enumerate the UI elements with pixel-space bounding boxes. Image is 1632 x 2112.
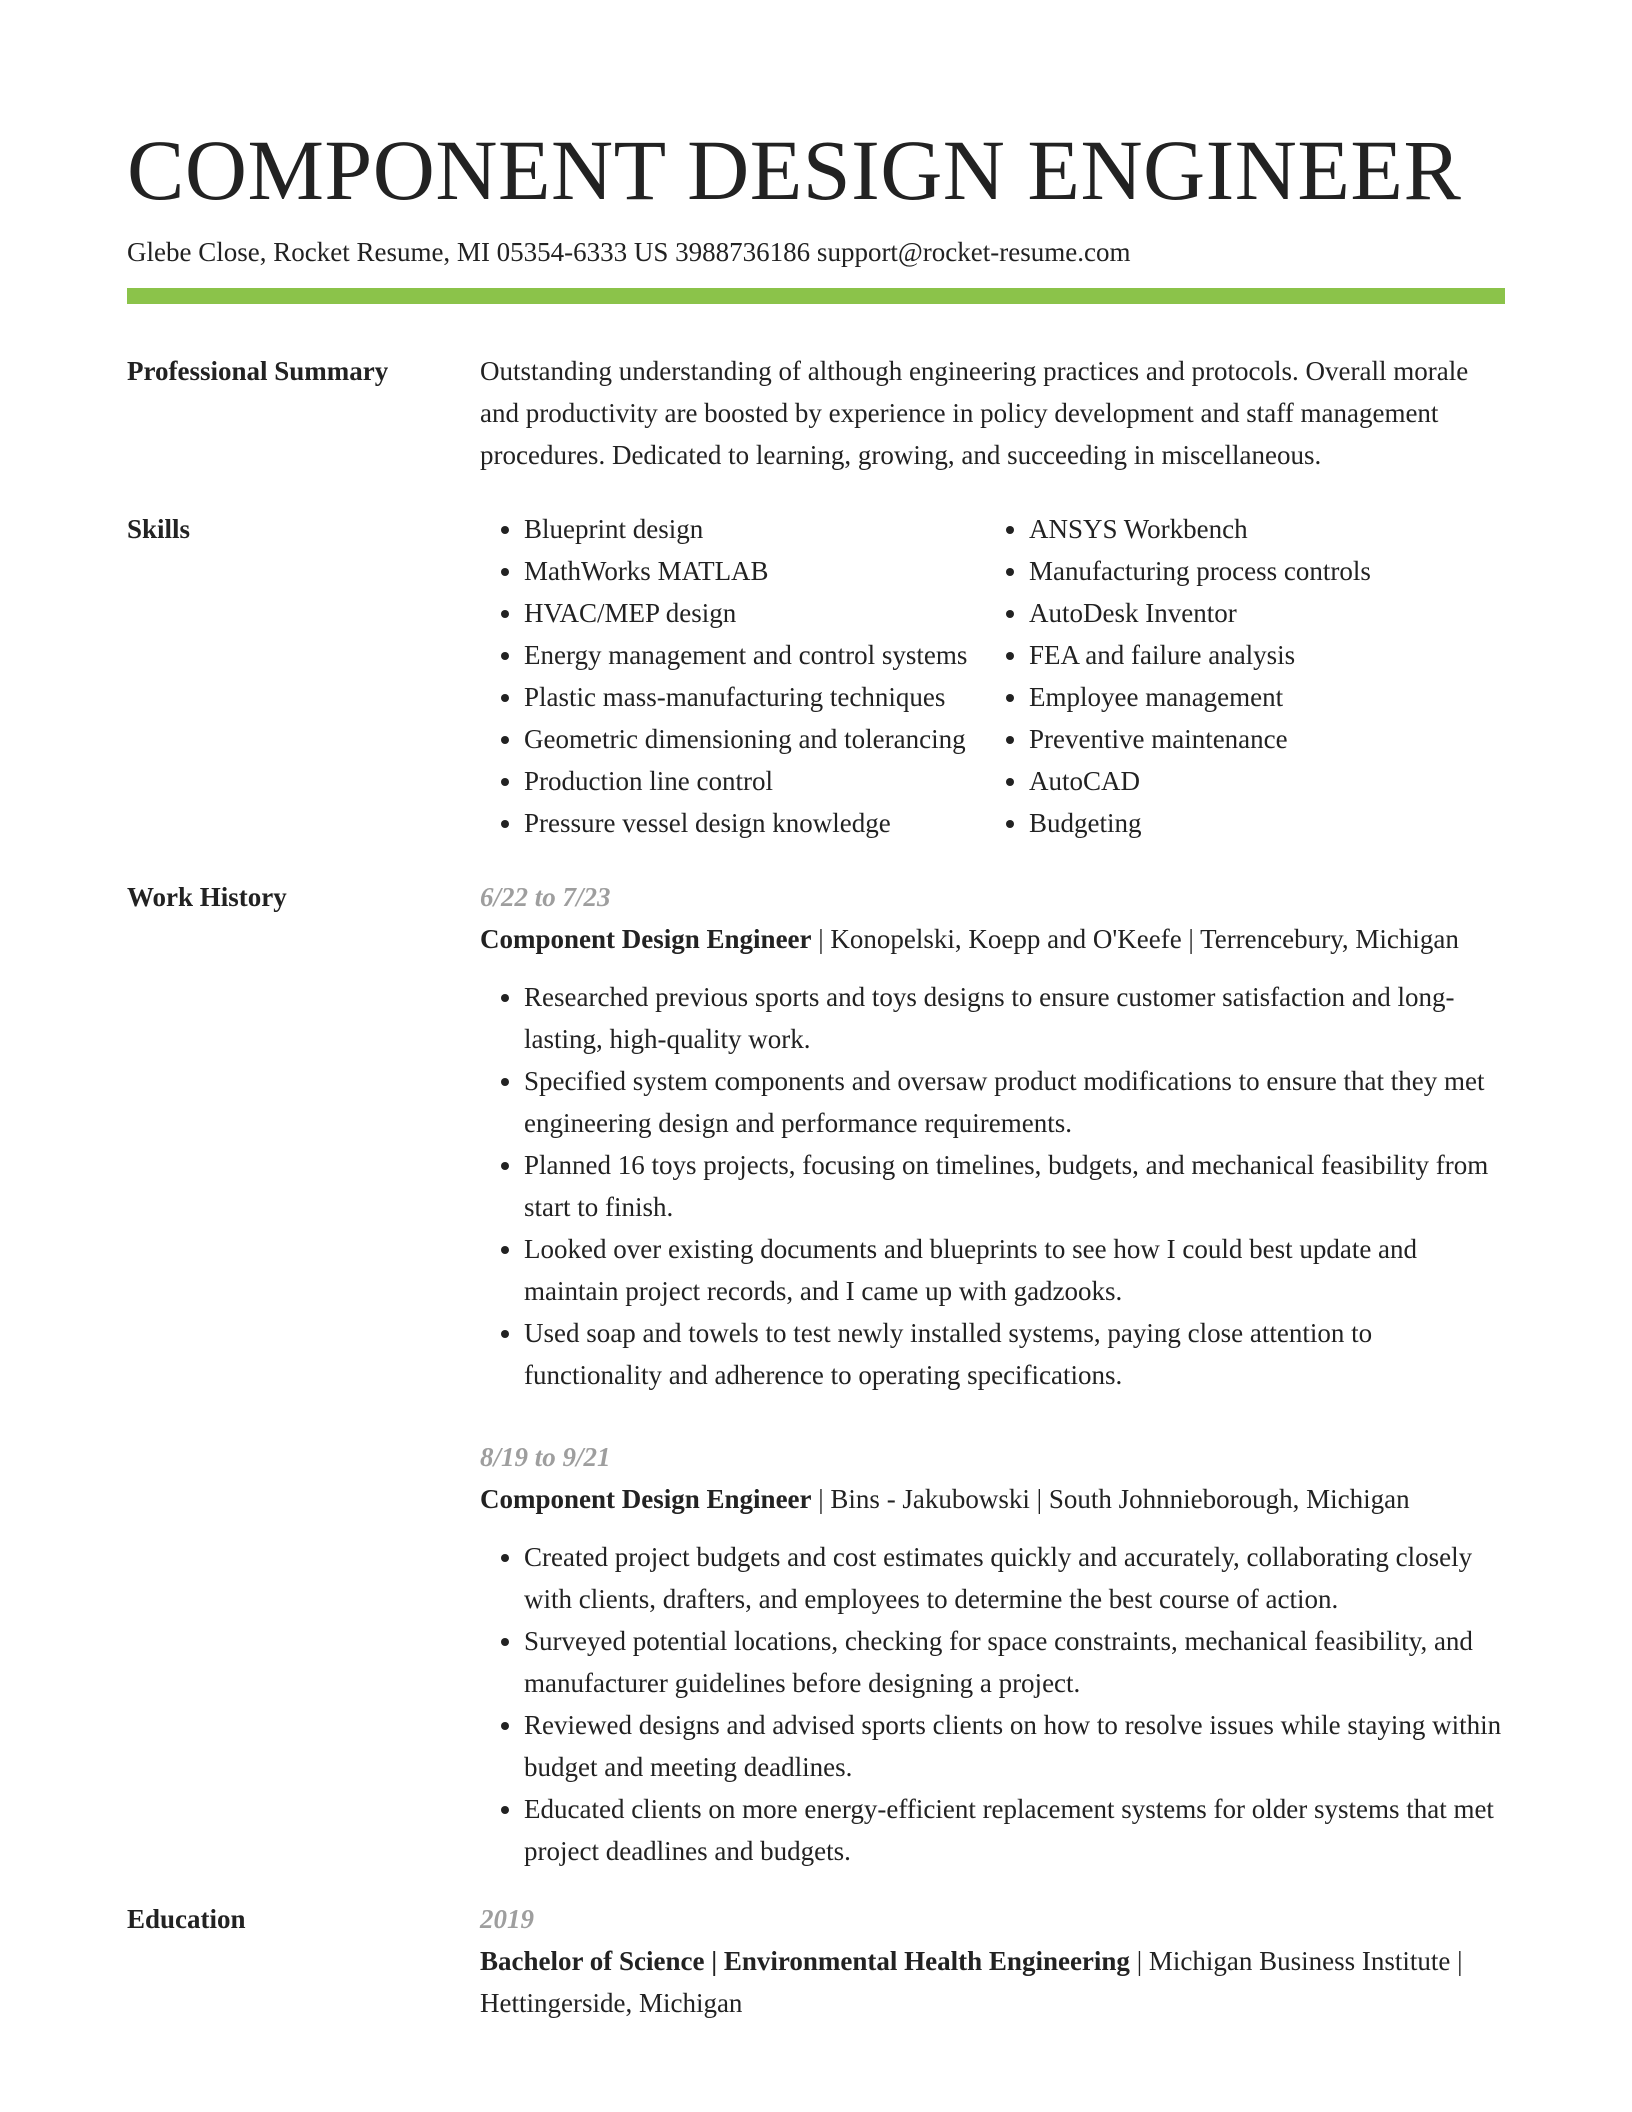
skills-body (480, 508, 1505, 844)
skill-item: • MathWorks MATLAB (524, 550, 985, 592)
skill-item: • Pressure vessel design knowledge (524, 802, 985, 844)
job-bullet: • Surveyed potential locations, checking for space constraints, mechanical feasibility, and manufacturer guidelines before designing a project. (524, 1620, 1505, 1704)
skills-column-2 (985, 508, 1371, 844)
job-entry (480, 876, 1505, 1396)
summary-body (480, 350, 1505, 476)
skill-item: • Blueprint design (524, 508, 985, 550)
job-employer-location: | Konopelski, Koepp and O'Keefe | Terrencebury, Michigan (811, 924, 1459, 954)
job-bullet: • Created project budgets and cost estimates quickly and accurately, collaborating closely with clients, drafters, and employees to determine the best course of action. (524, 1536, 1505, 1620)
education-dates: 2019 (480, 1904, 534, 1934)
job-bullet: • Educated clients on more energy-efficient replacement systems for older systems that met project deadlines and budgets. (524, 1788, 1505, 1872)
work-history-body (480, 876, 1505, 1872)
skill-item: • Employee management (1029, 676, 1371, 718)
job-title-line (480, 918, 1505, 960)
job-bullet: • Specified system components and oversaw product modifications to ensure that they met engineering design and performance requirements. (524, 1060, 1505, 1144)
job-title-line (480, 1478, 1505, 1520)
skill-item: • FEA and failure analysis (1029, 634, 1371, 676)
education-body (480, 1898, 1505, 2024)
skill-item: • AutoDesk Inventor (1029, 592, 1371, 634)
resume-title: COMPONENT DESIGN ENGINEER (127, 122, 1462, 218)
education-school-location: | Michigan Business Institute | Hettingerside, Michigan (480, 1946, 1463, 2018)
summary-section (127, 350, 1505, 476)
job-bullet: • Reviewed designs and advised sports clients on how to resolve issues while staying within budget and meeting deadlines. (524, 1704, 1505, 1788)
skill-item: • Budgeting (1029, 802, 1371, 844)
work-history-label: Work History (127, 882, 287, 912)
job-bullet: • Looked over existing documents and blueprints to see how I could best update and maintain project records, and I came up with gadzooks. (524, 1228, 1505, 1312)
skill-item: • ANSYS Workbench (1029, 508, 1371, 550)
work-history-section (127, 876, 1505, 1872)
job-bullet: • Used soap and towels to test newly installed systems, paying close attention to functionality and adherence to operating specifications. (524, 1312, 1505, 1396)
accent-divider (127, 288, 1505, 304)
job-bullets (480, 976, 1505, 1396)
skill-item: • Preventive maintenance (1029, 718, 1371, 760)
skill-item: • HVAC/MEP design (524, 592, 985, 634)
job-bullets (480, 1536, 1505, 1872)
skills-label: Skills (127, 514, 191, 544)
education-degree: Bachelor of Science | Environmental Health Engineering (480, 1946, 1130, 1976)
skill-item: • Production line control (524, 760, 985, 802)
skill-item: • AutoCAD (1029, 760, 1371, 802)
job-bullet: • Planned 16 toys projects, focusing on timelines, budgets, and mechanical feasibility from start to finish. (524, 1144, 1505, 1228)
education-label: Education (127, 1904, 246, 1934)
job-title: Component Design Engineer (480, 924, 812, 954)
job-title: Component Design Engineer (480, 1484, 812, 1514)
skill-item: • Manufacturing process controls (1029, 550, 1371, 592)
summary-text: Outstanding understanding of although engineering practices and protocols. Overall morale and productivity are boosted by experience in policy development and staff management procedures. Dedicated to learning, growing, and succeeding in miscellaneous. (480, 356, 1469, 470)
skill-item: • Plastic mass-manufacturing techniques (524, 676, 985, 718)
education-section (127, 1898, 1505, 2024)
skills-section (127, 508, 1505, 844)
job-employer-location: | Bins - Jakubowski | South Johnnieborough, Michigan (811, 1484, 1410, 1514)
job-dates: 6/22 to 7/23 (480, 882, 611, 912)
job-entry (480, 1436, 1505, 1872)
skills-column-1 (480, 508, 985, 844)
contact-line: Glebe Close, Rocket Resume, MI 05354-6333 US 3988736186 support@rocket-resume.com (127, 237, 1131, 267)
skill-item: • Geometric dimensioning and tolerancing (524, 718, 985, 760)
skills-grid (480, 508, 1505, 844)
job-dates: 8/19 to 9/21 (480, 1442, 611, 1472)
skill-item: • Energy management and control systems (524, 634, 985, 676)
job-bullet: • Researched previous sports and toys designs to ensure customer satisfaction and long-lasting, high-quality work. (524, 976, 1505, 1060)
summary-label: Professional Summary (127, 356, 389, 386)
education-degree-line (480, 1940, 1505, 2024)
